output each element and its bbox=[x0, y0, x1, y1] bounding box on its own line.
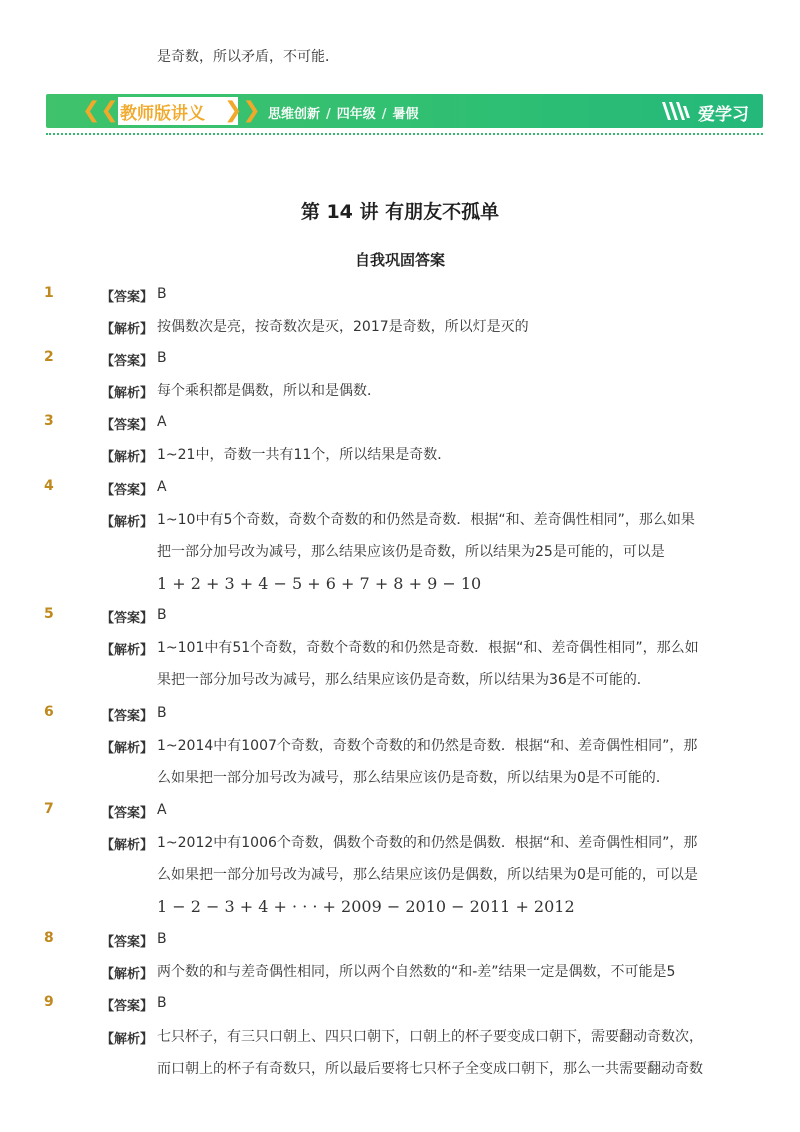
explanation-tag: 【解析】 bbox=[101, 838, 154, 853]
question-number: 1 bbox=[44, 285, 54, 301]
answer-value: B bbox=[157, 931, 167, 947]
question-number: 3 bbox=[44, 413, 54, 429]
explanation bbox=[157, 962, 717, 994]
banner-tag: 思维创新 bbox=[268, 107, 321, 122]
explanation-line: 1~2012中有1006个奇数，偶数个奇数的和仍然是偶数．根据“和、差奇偶性相同”，那 bbox=[157, 835, 698, 851]
header-banner bbox=[46, 94, 763, 128]
question-number: 2 bbox=[44, 349, 54, 365]
brand-logo bbox=[660, 98, 760, 124]
explanation-tag: 【解析】 bbox=[101, 1032, 154, 1047]
banner-tags: 思维创新 / 四年级 / 暑假 bbox=[268, 107, 419, 122]
banner-tag: 暑假 bbox=[392, 107, 419, 122]
formula: 1 − 2 − 3 + 4 + · · · + 2009 − 2010 − 2011 + 2012 bbox=[157, 897, 575, 916]
explanation-tag: 【解析】 bbox=[101, 386, 154, 401]
explanation-line: 果把一部分加号改为减号，那么结果应该仍是奇数，所以结果为36是不可能的． bbox=[157, 672, 651, 688]
answer-value: A bbox=[157, 802, 167, 818]
explanation bbox=[157, 638, 717, 702]
explanation-tag: 【解析】 bbox=[101, 967, 154, 982]
formula: 1 + 2 + 3 + 4 − 5 + 6 + 7 + 8 + 9 − 10 bbox=[157, 574, 482, 593]
question-number: 8 bbox=[44, 930, 54, 946]
answer-value: B bbox=[157, 286, 167, 302]
explanation-tag: 【解析】 bbox=[101, 450, 154, 465]
answer-tag: 【答案】 bbox=[101, 935, 154, 950]
explanation-line: 七只杯子，有三只口朝上、四只口朝下，口朝上的杯子要变成口朝下，需要翻动奇数次， bbox=[157, 1029, 703, 1045]
question-number: 9 bbox=[44, 994, 54, 1010]
chevron-left-icon: ❮❮ bbox=[82, 98, 119, 123]
explanation bbox=[157, 381, 717, 413]
answer-tag: 【答案】 bbox=[101, 483, 154, 498]
question-number: 5 bbox=[44, 606, 54, 622]
explanation-tag: 【解析】 bbox=[101, 322, 154, 337]
answer-tag: 【答案】 bbox=[101, 418, 154, 433]
explanation bbox=[157, 1027, 717, 1091]
explanation bbox=[157, 736, 717, 800]
question-number: 4 bbox=[44, 478, 54, 494]
continued-text: 是奇数，所以矛盾，不可能． bbox=[157, 49, 339, 65]
explanation bbox=[157, 317, 717, 349]
answer-tag: 【答案】 bbox=[101, 999, 154, 1014]
explanation-line: 么如果把一部分加号改为减号，那么结果应该仍是奇数，所以结果为0是不可能的． bbox=[157, 770, 670, 786]
explanation-line: 么如果把一部分加号改为减号，那么结果应该仍是偶数，所以结果为0是可能的，可以是 bbox=[157, 867, 698, 883]
explanation bbox=[157, 445, 717, 477]
answer-tag: 【答案】 bbox=[101, 290, 154, 305]
explanation-line: 两个数的和与差奇偶性相同，所以两个自然数的“和-差”结果一定是偶数，不可能是5 bbox=[157, 964, 676, 980]
explanation-line: 1~21中，奇数一共有11个，所以结果是奇数． bbox=[157, 447, 452, 463]
answer-value: A bbox=[157, 414, 167, 430]
question-number: 6 bbox=[44, 704, 54, 720]
answer-tag: 【答案】 bbox=[101, 354, 154, 369]
answer-tag: 【答案】 bbox=[101, 709, 154, 724]
logo-text: 爱学习 bbox=[698, 105, 749, 125]
chevron-right-icon: ❯❯ bbox=[224, 98, 261, 123]
explanation-line: 每个乘积都是偶数，所以和是偶数． bbox=[157, 383, 381, 399]
explanation-tag: 【解析】 bbox=[101, 515, 154, 530]
explanation-line: 而口朝上的杯子有奇数只，所以最后要将七只杯子全变成口朝下，那么一共需要翻动奇数 bbox=[157, 1061, 703, 1077]
explanation bbox=[157, 510, 717, 606]
answer-value: B bbox=[157, 607, 167, 623]
logo-mark-icon bbox=[660, 98, 696, 124]
section-title: 自我巩固答案 bbox=[354, 251, 445, 269]
answer-value: B bbox=[157, 995, 167, 1011]
explanation-line: 1~2014中有1007个奇数，奇数个奇数的和仍然是奇数．根据“和、差奇偶性相同”，那 bbox=[157, 738, 698, 754]
answer-value: A bbox=[157, 479, 167, 495]
answer-tag: 【答案】 bbox=[101, 611, 154, 626]
explanation-line: 把一部分加号改为减号，那么结果应该仍是奇数，所以结果为25是可能的，可以是 bbox=[157, 544, 665, 560]
explanation-tag: 【解析】 bbox=[101, 741, 154, 756]
explanation bbox=[157, 833, 717, 929]
question-number: 7 bbox=[44, 801, 54, 817]
explanation-line: 按偶数次是亮，按奇数次是灭，2017是奇数，所以灯是灭的 bbox=[157, 319, 529, 335]
answer-value: B bbox=[157, 705, 167, 721]
answer-value: B bbox=[157, 350, 167, 366]
answer-tag: 【答案】 bbox=[101, 806, 154, 821]
explanation-tag: 【解析】 bbox=[101, 643, 154, 658]
banner-tag: 四年级 bbox=[336, 107, 376, 122]
explanation-line: 1~10中有5个奇数，奇数个奇数的和仍然是奇数．根据“和、差奇偶性相同”，那么如果 bbox=[157, 512, 695, 528]
explanation-line: 1~101中有51个奇数，奇数个奇数的和仍然是奇数．根据“和、差奇偶性相同”，那么如 bbox=[157, 640, 699, 656]
banner-title: 教师版讲义 bbox=[120, 104, 205, 124]
dotted-divider bbox=[46, 133, 763, 135]
lecture-title: 第 14 讲 有朋友不孤单 bbox=[300, 201, 500, 223]
